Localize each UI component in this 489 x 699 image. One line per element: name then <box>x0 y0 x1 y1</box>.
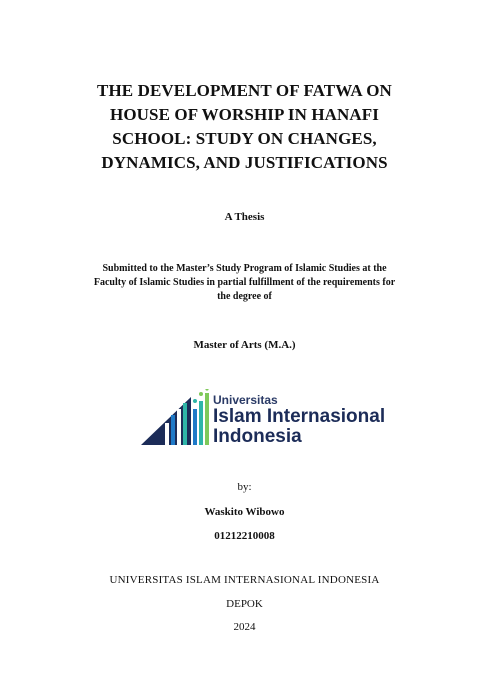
submission-line-3: the degree of <box>217 291 272 302</box>
degree-name: Master of Arts (M.A.) <box>193 339 296 351</box>
submission-statement <box>70 262 419 304</box>
logo-line-1: Universitas <box>213 393 278 407</box>
year: 2024 <box>233 621 256 633</box>
university-logo-wordmark <box>213 393 385 447</box>
student-id: 01212210008 <box>214 530 275 542</box>
title-line-2: HOUSE OF WORSHIP IN HANAFI <box>110 105 379 124</box>
city: DEPOK <box>226 598 263 610</box>
author-name: Waskito Wibowo <box>204 506 285 518</box>
university-name: UNIVERSITAS ISLAM INTERNASIONAL INDONESIA <box>109 574 380 586</box>
title-line-1: THE DEVELOPMENT OF FATWA ON <box>97 81 392 100</box>
submission-line-1: Submitted to the Master’s Study Program of Islamic Studies at the <box>102 263 387 274</box>
document-type: A Thesis <box>224 211 265 223</box>
logo-line-2: Islam Internasional <box>213 406 386 427</box>
logo-line-3: Indonesia <box>213 426 302 447</box>
thesis-title <box>60 79 429 175</box>
title-line-4: DYNAMICS, AND JUSTIFICATIONS <box>101 153 388 172</box>
by-label: by: <box>237 481 252 493</box>
submission-line-2: Faculty of Islamic Studies in partial fulfillment of the requirements for <box>93 277 396 288</box>
title-line-3: SCHOOL: STUDY ON CHANGES, <box>112 129 377 148</box>
